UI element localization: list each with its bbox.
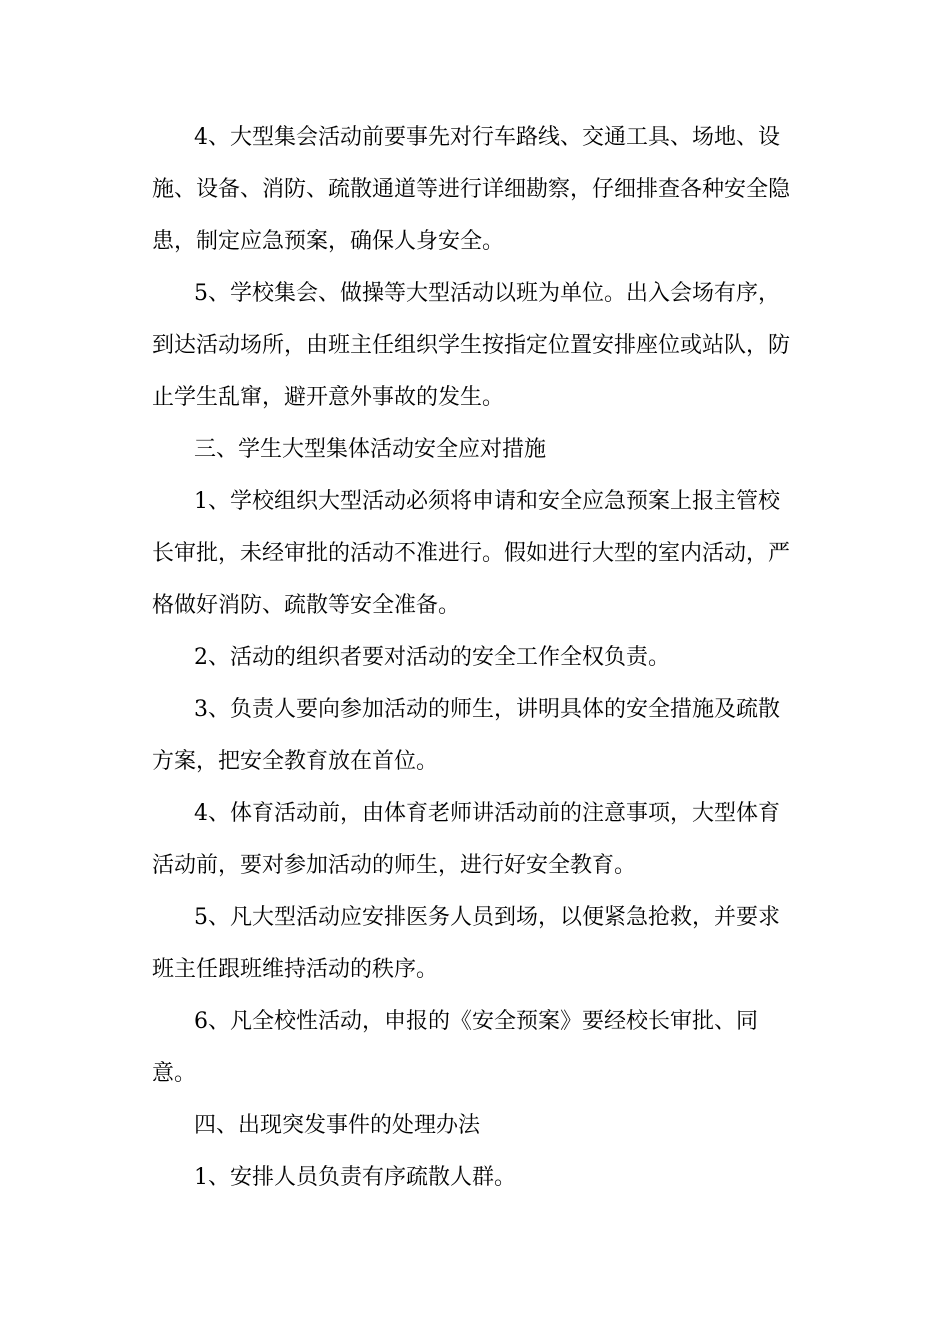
paragraph-line: 班主任跟班维持活动的秩序。 <box>152 957 439 982</box>
paragraph-line: 1、安排人员负责有序疏散人群。 <box>194 1165 516 1190</box>
paragraph-line: 施、设备、消防、疏散通道等进行详细勘察，仔细排查各种安全隐 <box>152 177 791 202</box>
paragraph-line: 活动前，要对参加活动的师生，进行好安全教育。 <box>152 853 637 878</box>
paragraph-line: 长审批，未经审批的活动不准进行。假如进行大型的室内活动，严 <box>152 541 791 566</box>
paragraph-line: 6、凡全校性活动，申报的《安全预案》要经校长审批、同 <box>194 1009 758 1034</box>
paragraph-line: 2、活动的组织者要对活动的安全工作全权负责。 <box>194 645 670 670</box>
paragraph-line: 4、体育活动前，由体育老师讲活动前的注意事项，大型体育 <box>194 801 780 826</box>
paragraph-line: 1、学校组织大型活动必须将申请和安全应急预案上报主管校 <box>194 489 780 514</box>
paragraph-line: 5、凡大型活动应安排医务人员到场，以便紧急抢救，并要求 <box>194 905 780 930</box>
paragraph-line: 止学生乱窜，避开意外事故的发生。 <box>152 385 505 410</box>
paragraph-line: 格做好消防、疏散等安全准备。 <box>152 593 461 618</box>
section-heading: 四、出现突发事件的处理办法 <box>194 1113 481 1138</box>
paragraph-line: 到达活动场所，由班主任组织学生按指定位置安排座位或站队，防 <box>152 333 791 358</box>
section-heading: 三、学生大型集体活动安全应对措施 <box>194 437 547 462</box>
paragraph-line: 方案，把安全教育放在首位。 <box>152 749 439 774</box>
paragraph-line: 4、大型集会活动前要事先对行车路线、交通工具、场地、设 <box>194 125 780 150</box>
paragraph-line: 意。 <box>152 1061 197 1086</box>
paragraph-line: 患，制定应急预案，确保人身安全。 <box>152 229 505 254</box>
paragraph-line: 5、学校集会、做操等大型活动以班为单位。出入会场有序， <box>194 281 780 306</box>
paragraph-line: 3、负责人要向参加活动的师生，讲明具体的安全措施及疏散 <box>194 697 780 722</box>
